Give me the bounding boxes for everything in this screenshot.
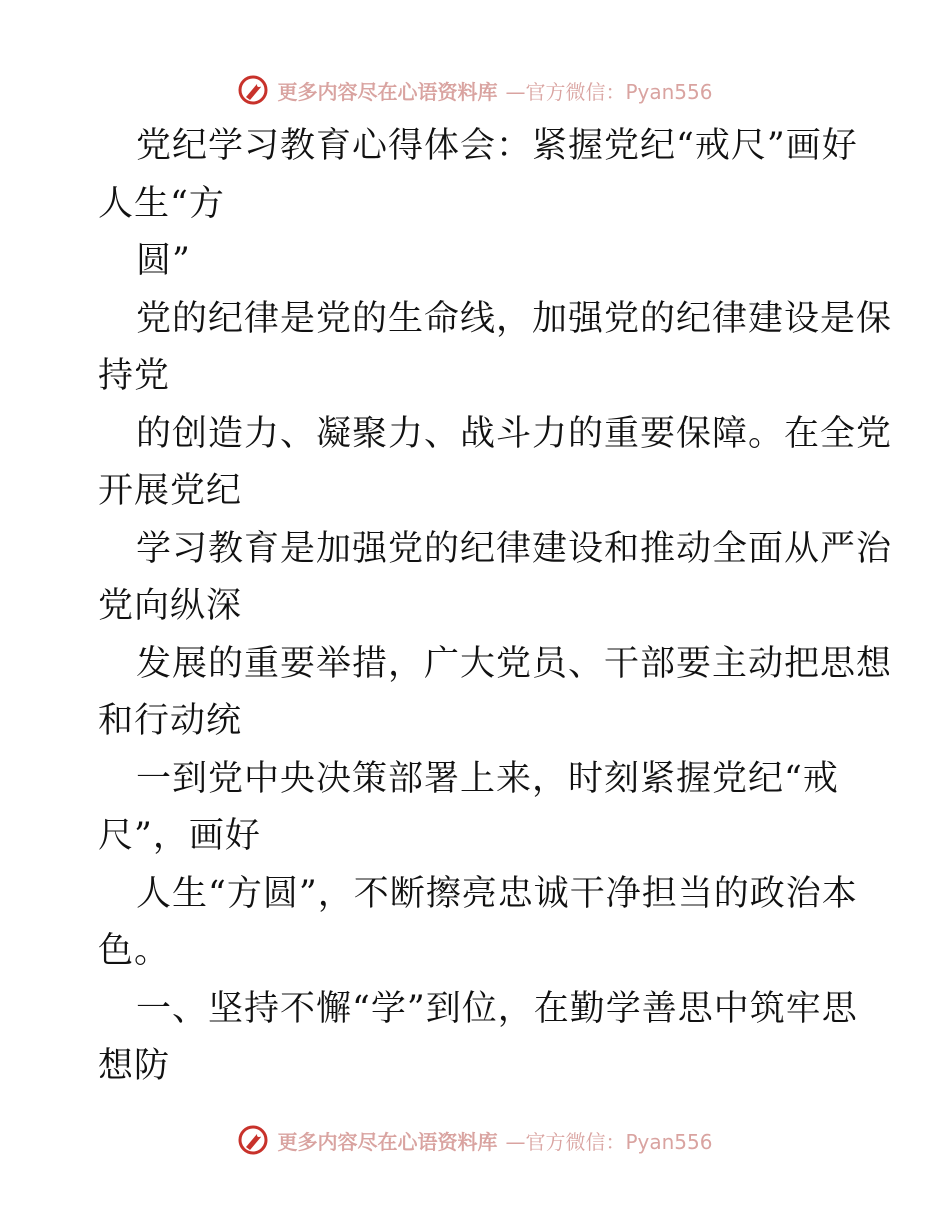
header-banner [0, 70, 950, 110]
footer-banner [0, 1120, 950, 1160]
footer-banner-contact: —官方微信：Pyan556 [505, 1129, 713, 1154]
document-body [98, 118, 893, 1096]
text-line: 尺”，画好 [98, 816, 261, 856]
text-line: 党的纪律是党的生命线，加强党的纪律建设是保 [136, 298, 893, 339]
footer-banner-text: 更多内容尽在心语资料库 [277, 1129, 498, 1154]
text-line: 和行动统 [98, 701, 243, 741]
text-line: 开展党纪 [98, 471, 243, 511]
text-line: 一到党中央决策部署上来，时刻紧握党纪“戒 [136, 758, 839, 799]
text-line: 学习教育是加强党的纪律建设和推动全面从严治 [136, 528, 893, 569]
header-banner-contact: —官方微信：Pyan556 [505, 79, 713, 104]
pen-nib-logo-icon [237, 1124, 269, 1156]
text-line: 的创造力、凝聚力、战斗力的重要保障。在全党 [136, 413, 893, 454]
header-banner-text: 更多内容尽在心语资料库 [277, 79, 498, 104]
text-line: 色。 [98, 931, 171, 971]
pen-nib-logo-icon [237, 74, 269, 106]
text-line: 圆” [136, 241, 191, 281]
text-line: 人生“方圆”，不断擦亮忠诚干净担当的政治本 [136, 873, 858, 914]
text-line: 党向纵深 [98, 586, 243, 626]
text-line: 一、坚持不懈“学”到位，在勤学善思中筑牢思 [136, 988, 858, 1029]
text-line: 党纪学习教育心得体会：紧握党纪“戒尺”画好 [136, 126, 858, 166]
text-line: 人生“方 [98, 183, 225, 224]
text-line: 发展的重要举措，广大党员、干部要主动把思想 [136, 643, 893, 684]
text-line: 想防 [98, 1046, 171, 1086]
text-line: 持党 [98, 356, 171, 396]
